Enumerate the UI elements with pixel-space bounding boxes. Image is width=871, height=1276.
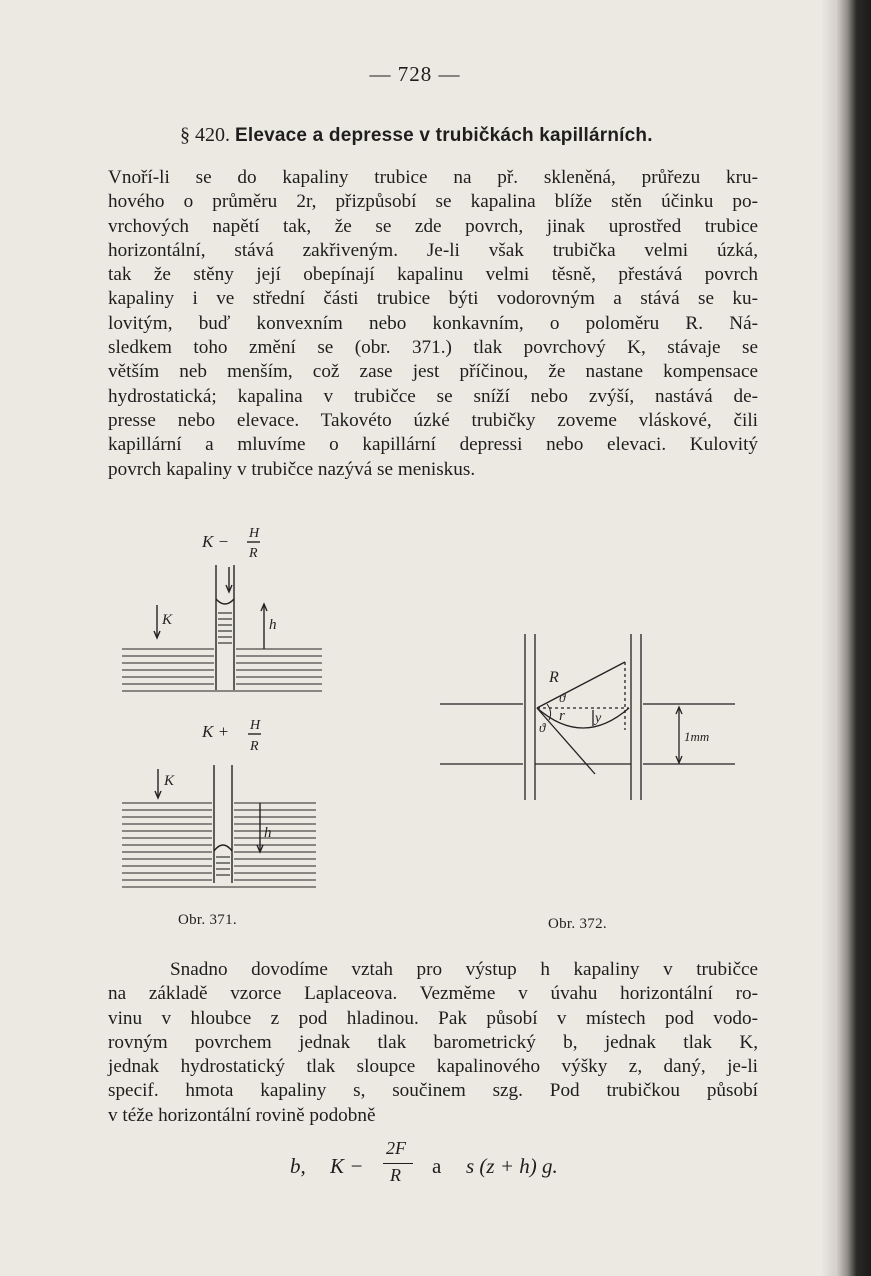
equation-rhs: s (z + h) g. (466, 1154, 558, 1178)
figure-372-caption: Obr. 372. (548, 916, 607, 932)
tube-liquid-lines (218, 613, 232, 643)
figure-371-top-label: K − (202, 532, 230, 551)
section-number: § 420. (180, 124, 230, 146)
text-line: tak že stěny její obepínají kapalinu velmi těsně, přestává povrch (108, 264, 758, 286)
text-line: povrch kapaliny v trubičce nazývá se meniskus. (108, 458, 476, 480)
text-line: vinu v hloubce z pod hladinou. Pak působí v místech pod vodo- (108, 1007, 758, 1029)
figure-372-label-r: r (559, 708, 565, 724)
figure-371-top-den: R (249, 546, 258, 561)
pressure-equation (290, 1138, 650, 1190)
figure-371-diagram (110, 525, 340, 895)
figure-371-bottom-label: K + (202, 722, 230, 741)
text-line: presse nebo elevace. Takovéto úzké trubičky zoveme vláskové, čili (108, 409, 758, 431)
page-shadow (821, 0, 835, 1276)
page-number: — 728 — (369, 62, 461, 86)
outer-liquid-lines (122, 803, 316, 887)
text-line: Vnoří-li se do kapaliny trubice na př. skleněná, průřezu kru- (108, 167, 758, 188)
text-line: větším neb menším, což zase jest příčinou, že nastane kompensace (108, 361, 758, 383)
equation-and: a (432, 1154, 442, 1178)
text-line: jednak hydrostatický tlak sloupce kapalinového výšky z, daný, je-li (108, 1056, 758, 1078)
text-line: rovným povrchem jednak tlak barometrický b, jednak tlak K, (108, 1031, 758, 1053)
text-line: hydrostatická; kapalina v trubičce se sníží nebo zvýší, nastává de- (108, 385, 758, 407)
figure-371-top-K: K (162, 612, 173, 628)
text-line: kapaliny i ve střední části trubice býti vodorovným a stává se ku- (108, 288, 758, 310)
figure-371-bottom-h: h (264, 825, 272, 841)
text-line: sledkem toho změní se (obr. 371.) tlak povrchový K, stávaje se (108, 337, 758, 359)
meniscus-convex (214, 845, 232, 851)
equation-k-minus: K − (330, 1154, 364, 1178)
meniscus-concave (216, 599, 234, 604)
paragraph-laplace (108, 958, 758, 1128)
figure-372-label-1mm: 1mm (684, 729, 710, 744)
figure-372-label-theta-lower: ϑ (539, 720, 546, 735)
text-line: horizontální, stává zakřiveným. Je-li však trubička velmi úzká, (108, 239, 758, 261)
text-line: specif. hmota kapaliny s, součinem szg. Pod trubičkou působí (108, 1080, 758, 1102)
text-line: Snadno dovodíme vztah pro výstup h kapaliny v trubičce (170, 959, 758, 980)
equation-b: b, (290, 1154, 306, 1178)
figure-371-top-num: H (249, 526, 260, 541)
figure-371-bottom-num: H (250, 718, 261, 733)
equation-denominator: R (390, 1165, 401, 1185)
figure-371-top-h: h (269, 617, 277, 633)
text-line: na základě vzorce Laplaceova. Vezměme v úvahu horizontální ro- (108, 983, 758, 1005)
section-title: Elevace a depresse v trubičkách kapillárních. (235, 125, 653, 146)
text-line: lovitým, buď konvexním nebo konkavním, o poloměru R. Ná- (108, 312, 758, 334)
figure-371-bottom-K: K (164, 773, 175, 789)
figure-372-label-R: R (549, 669, 559, 686)
book-spine-edge (835, 0, 871, 1276)
figure-372-label-theta-upper: ϑ (559, 690, 566, 705)
paragraph-intro (108, 166, 758, 482)
figure-372-label-y: y (595, 711, 602, 726)
text-line: vrchových napětí tak, že se zde povrch, jinak uprostřed trubice (108, 215, 758, 237)
text-line: kapillární a mluvíme o kapillární depressi nebo elevaci. Kulovitý (108, 434, 758, 456)
section-heading (180, 124, 740, 147)
outer-liquid-lines (122, 649, 322, 691)
text-line: hového o průměru 2r, přizpůsobí se kapalina blíže stěn účinku po- (108, 191, 758, 213)
text-line: v téže horizontální rovině podobně (108, 1104, 376, 1126)
figure-371-caption: Obr. 371. (178, 912, 237, 928)
tube-liquid-lines (216, 857, 230, 875)
equation-numerator: 2F (386, 1138, 406, 1158)
figure-371-bottom-den: R (250, 739, 259, 754)
figure-372-diagram (435, 628, 775, 808)
